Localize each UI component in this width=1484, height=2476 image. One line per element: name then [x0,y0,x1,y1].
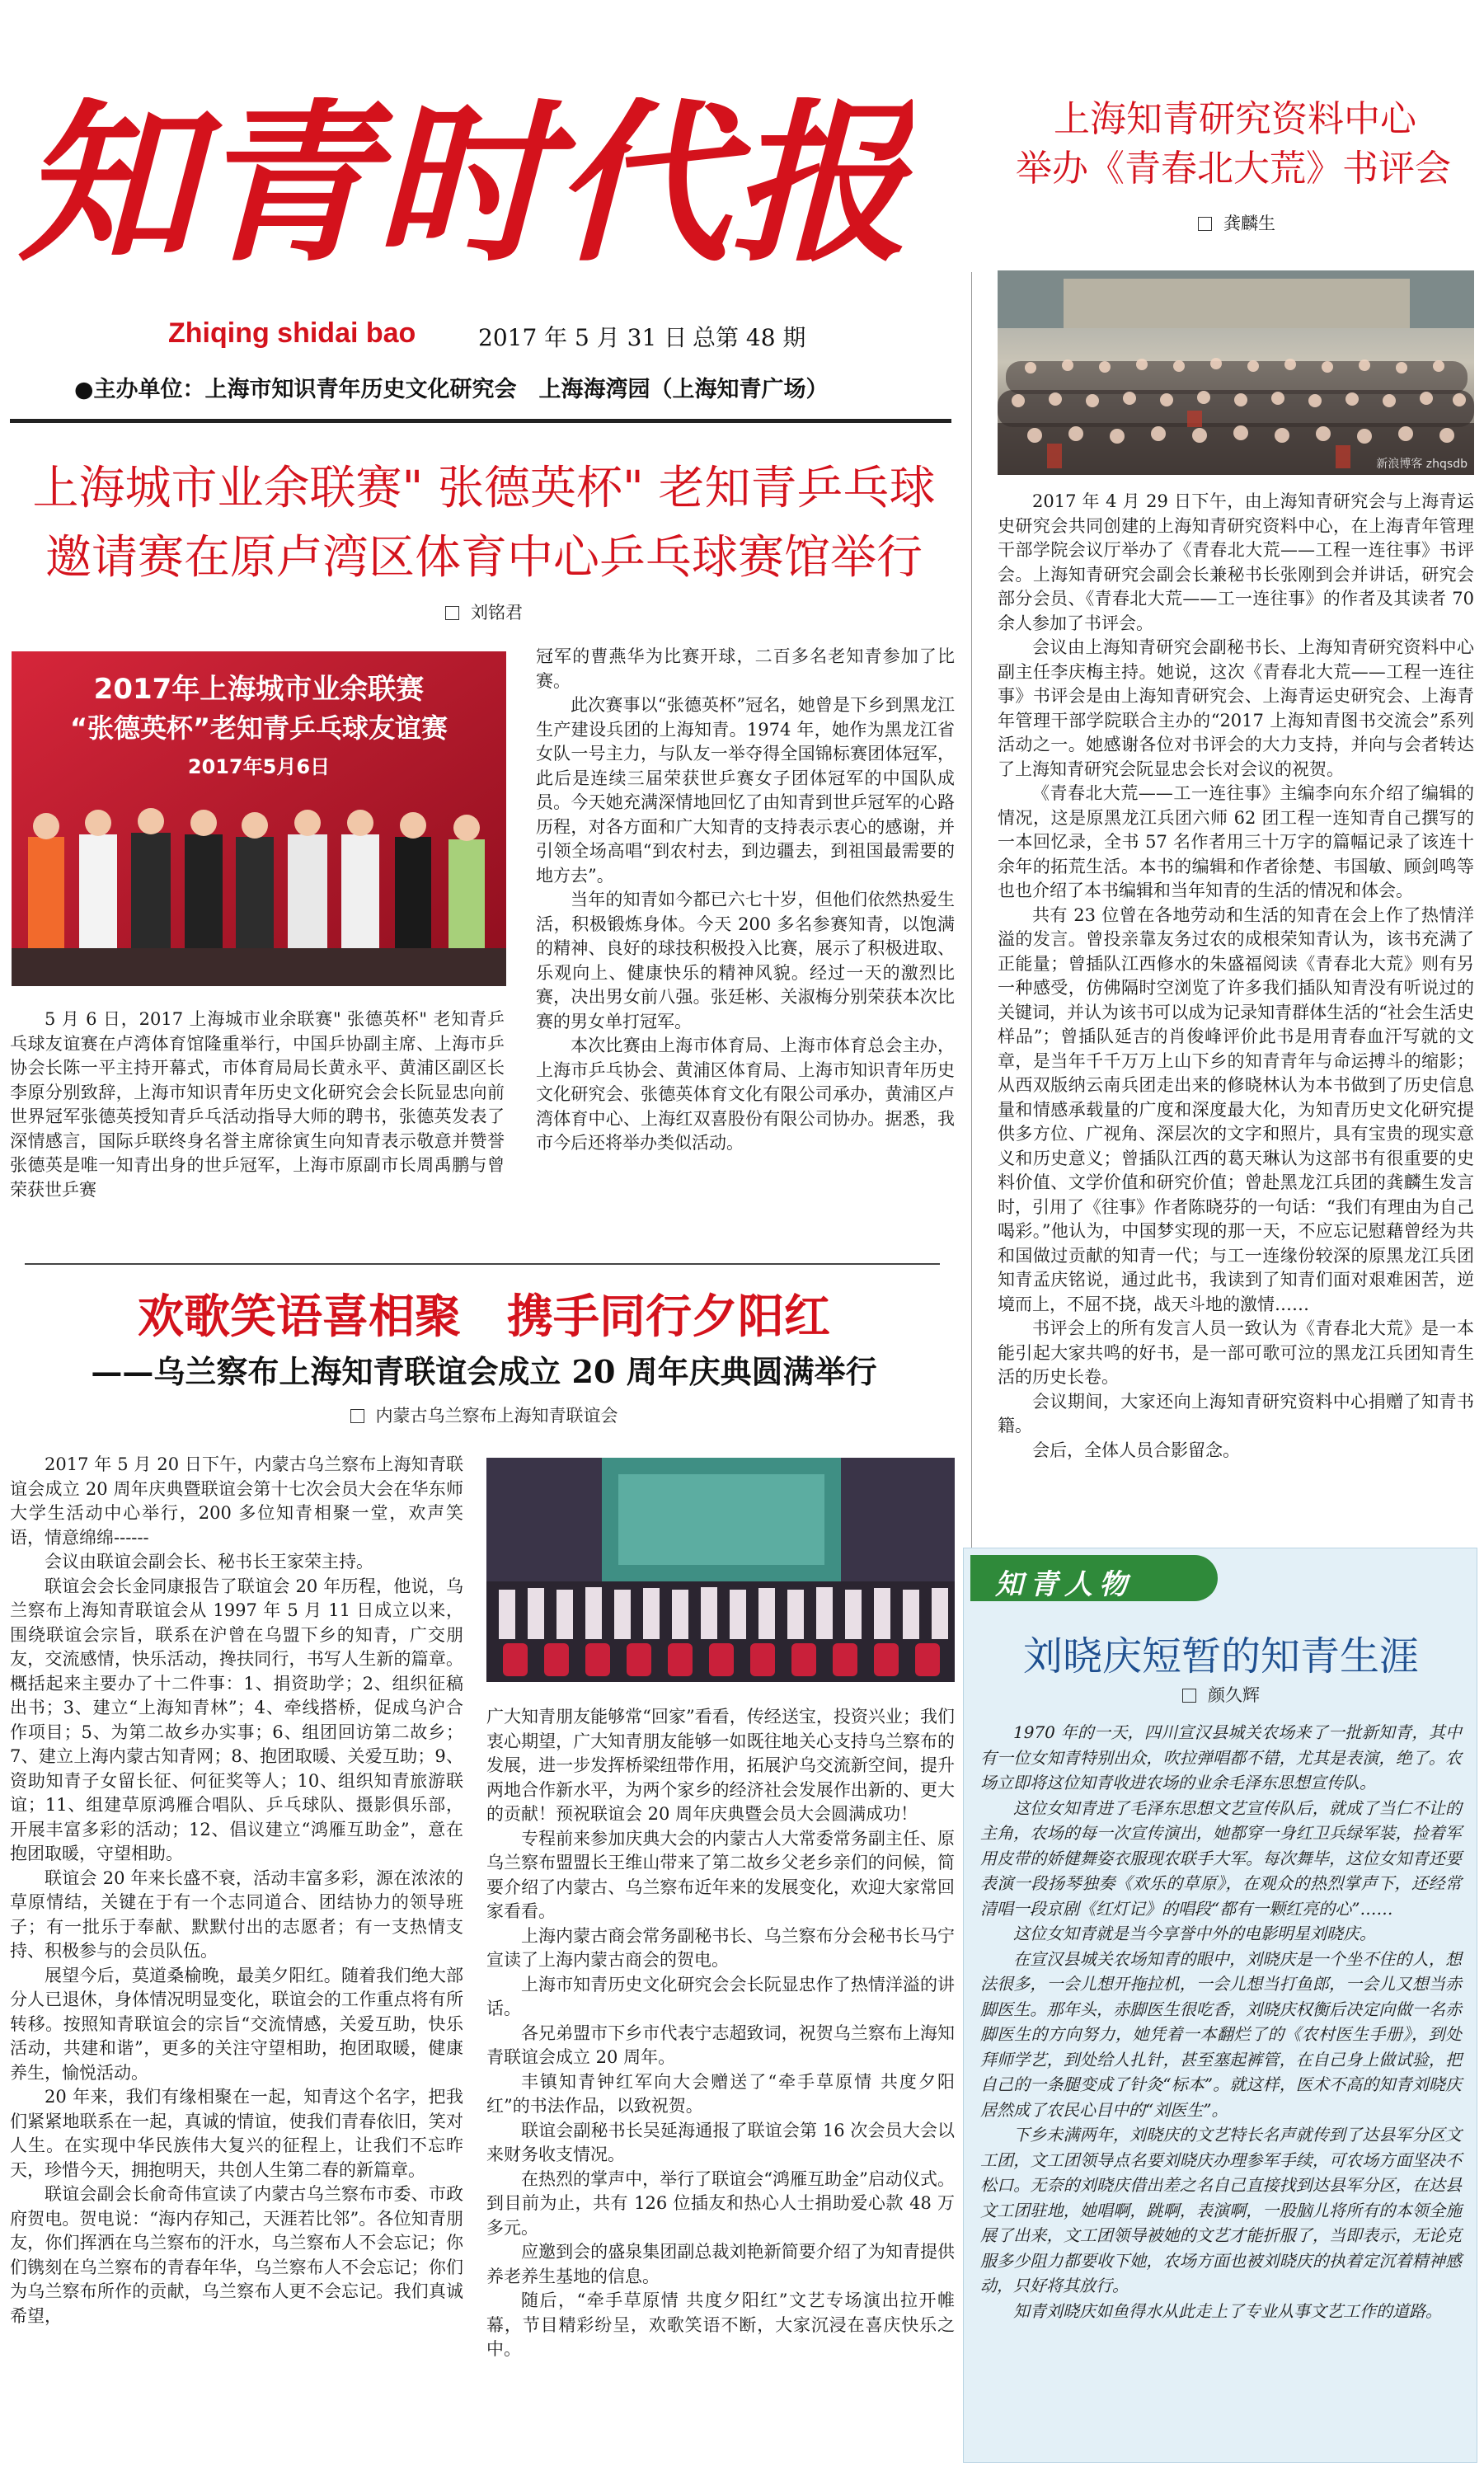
byline-box [350,1409,364,1423]
pingpong-paragraph: 冠军的曹燕华为比赛开球，二百多名老知青参加了比赛。 [536,646,955,691]
mongolia-paragraph: 联谊会副会长俞奇伟宣读了内蒙古乌兰察布市委、市政府贺电。贺电说：“海内存知己，天涯若比邻”。各位知青朋友，你们挥洒在乌兰察布的汗水，乌兰察布人不会忘记；你们镌刻在乌兰察布的青春年华，乌兰察布人不会忘记；你们为乌兰察布所作的贡献，乌兰察布人更不会忘记。我们真诚希望， [10,2184,463,2326]
mongolia-paragraph: 联谊会副秘书长吴延海通报了联谊会第 16 次会员大会以来财务收支情况。 [486,2120,955,2164]
mongolia-paragraph: 2017 年 5 月 20 日下午，内蒙古乌兰察布上海知青联谊会成立 20 周年庆典暨联谊会第十七次会员大会在华东师大学生活动中心举行，200 多位知青相聚一堂，欢声笑语，情意绵绵------ [10,1454,463,1548]
top-right-body [998,490,1474,1463]
mongolia-paragraph: 会议由联谊会副会长、秘书长王家荣主持。 [45,1552,373,1572]
pingpong-paragraph: 当年的知青如今都已六七十岁，但他们依然热爱生活，积极锻炼身体。今天 200 多名参赛知青，以饱满的精神、良好的球技积极投入比赛，展示了积极进取、乐观向上、健康快乐的精神风貌。经过一天的激烈比赛，决出男女前八强。张廷彬、关淑梅分别荣获本次比赛的男女单打冠军。 [536,890,955,1031]
top-right-byline [998,210,1476,235]
byline-text: 刘铭君 [471,603,523,623]
pingpong-paragraph: 5 月 6 日，2017 上海城市业余联赛" 张德英杯" 老知青乒乓球友谊赛在卢湾体育馆隆重举行，中国乒协副主席、上海市乒协会长陈一平主持开幕式，市体育局局长黄永平、黄浦区副区长李原分别致辞，上海市知识青年历史文化研究会会长阮显忠向前世界冠军张德英授知青乒乓活动指导大师的聘书，张德英发表了深情感言，国际乒联终身名誉主席徐寅生向知青表示敬意并赞誉张德英是唯一知青出身的世乒冠军，上海市原副市长周禹鹏与曾荣获世乒赛 [10,1009,505,1200]
photo-watermark: 新浪博客 zhqsdb [1376,458,1468,471]
top-right-paragraph: 会议期间，大家还向上海知青研究资料中心捐赠了知青书籍。 [998,1391,1474,1435]
pingpong-paragraph: 本次比赛由上海市体育局、上海市体育总会主办，上海市乒乓协会、黄浦区体育局、上海市知识青年历史文化研究会、张德英体育文化有限公司承办，黄浦区卢湾体育中心、上海红双喜股份有限公司协办。据悉，我市今后还将举办类似活动。 [536,1036,955,1153]
profile-paragraph: 1970 年的一天，四川宣汉县城关农场来了一批新知青，其中有一位女知青特别出众，吹拉弹唱都不错，尤其是表演，绝了。农场立即将这位知青收进农场的业余毛泽东思想宣传队。 [980,1722,1462,1792]
mongolia-paragraph: 联谊会会长金同康报告了联谊会 20 年历程，他说，乌兰察布上海知青联谊会从 1997 年 5 月 11 日成立以来，围绕联谊会宗旨，联系在沪曾在乌盟下乡的知青，广交朋友，交流感情，快乐活动，搀扶同行，书写人生新的篇章。概括起来主要办了十二件事：1、捐资助学；2、组织征稿出书；3、建立“上海知青林”；4、牵线搭桥，促成乌沪合作项目；5、为第二故乡办实事；6、组团回访第二故乡；7、建立上海内蒙古知青网；8、抱团取暖、关爱互助；9、资助知青子女留长征、何征奖等人；10、组织知青旅游联谊；11、组建草原鸿雁合唱队、乒乓球队、摄影俱乐部，开展丰富多彩的活动；12、倡议建立“鸿雁互助金”，意在抱团取暖，守望相助。 [10,1576,463,1863]
mongolia-paragraph: 丰镇知青钟红军向大会赠送了“牵手草原情 共度夕阳红”的书法作品，以致祝贺。 [486,2071,955,2116]
byline-text: 颜久辉 [1208,1685,1260,1705]
mongolia-paragraph: 随后，“牵手草原情 共度夕阳红”文艺专场演出拉开帷幕，节目精彩纷呈，欢歌笑语不断，大家沉浸在喜庆快乐之中。 [486,2290,955,2359]
mongolia-headline-1: 欢歌笑语喜相聚 携手同行夕阳红 [138,1290,830,1344]
byline-text: 龚麟生 [1223,214,1275,233]
masthead-calligraphy [18,97,913,279]
masthead-title [18,97,913,279]
pingpong-banner-line-2: “张德英杯”老知青乒乓球友谊赛 [69,712,448,744]
top-right-paragraph: 会议由上海知青研究会副秘书长、上海知青研究资料中心副主任李庆梅主持。她说，这次《青春北大荒——工程一连往事》书评会是由上海知青研究会、上海青运史研究会、上海青年管理干部学院联合主办的“2017 上海知青图书交流会”系列活动之一。她感谢各位对书评会的大力支持，并向与会者转达了上海知青研究会阮显忠会长对会议的祝贺。 [998,637,1474,779]
profile-paragraph: 知青刘晓庆如鱼得水从此走上了专业从事文艺工作的道路。 [1013,2300,1442,2321]
pingpong-body-left [10,1008,505,1202]
pingpong-headline-2: 邀请赛在原卢湾区体育中心乒乓球赛馆举行 [45,531,923,585]
top-right-paragraph: 书评会上的所有发言人员一致认为《青春北大荒》是一本能引起大家共鸣的好书，是一部可歌可泣的黑龙江兵团知青生活的历史长卷。 [998,1318,1474,1387]
profile-paragraph: 下乡未满两年，刘晓庆的文艺特长名声就传到了达县军分区文工团，文工团领导点名要刘晓庆办理参军手续，可农场方面坚决不松口。无奈的刘晓庆借出差之名自己直接找到达县军分区，在达县文工团驻地，她唱啊，跳啊，表演啊，一股脑儿将所有的本领全施展了出来，文工团领导被她的文艺才能折服了，当即表示，无论克服多少阻力都要收下她，农场方面也被刘晓庆的执着定沉着精神感动，只好将其放行。 [980,2125,1462,2295]
pingpong-photo [12,651,506,986]
mongolia-paragraph: 应邀到会的盛泉集团副总裁刘艳新简要介绍了为知青提供养老养生基地的信息。 [486,2242,955,2286]
mongolia-body-left [10,1453,463,2328]
masthead-date: 2017 年 5 月 31 日 [478,324,688,351]
group-photo-drawing [998,270,1474,475]
byline-box [1182,1689,1196,1703]
mongolia-byline [10,1402,958,1427]
mongolia-paragraph: 20 年来，我们有缘相聚在一起，知青这个名字，把我们紧紧地联系在一起，真诚的情谊，使我们青春依旧，笑对人生。在实现中华民族伟大复兴的征程上，让我们不忘昨天，珍惜今天，拥抱明天，共创人生第二春的新篇章。 [10,2087,463,2180]
pingpong-banner-date: 2017年5月6日 [187,755,331,778]
pingpong-byline [10,599,958,624]
mongolia-paragraph: 上海内蒙古商会常务副秘书长、乌兰察布分会秘书长马宁宣读了上海内蒙古商会的贺电。 [486,1925,955,1970]
profile-paragraph: 在宣汉县城关农场知青的眼中，刘晓庆是一个坐不住的人，想法很多，一会儿想开拖拉机，一会儿想当打鱼郎，一会儿又想当赤脚医生。那年头，赤脚医生很吃香，刘晓庆权衡后决定向做一名赤脚医生的方向努力，她凭着一本翻烂了的《农村医生手册》，到处拜师学艺，到处给人扎针，甚至塞起裤管，在自己身上做试验，把自己的一条腿变成了针灸“标本”。就这样，医术不高的知青刘晓庆居然成了农民心目中的“刘医生”。 [980,1948,1462,2120]
mongolia-paragraph: 展望今后，莫道桑榆晚，最美夕阳红。随着我们绝大部分人已退休，身体情况明显变化，联谊会的工作重点将有所转移。按照知青联谊会的宗旨“交流情感，关爱互助，快乐活动，共建和谐”，更多的关注守望相助，抱团取暖，健康养生，愉悦活动。 [10,1965,463,2083]
top-right-paragraph: 2017 年 4 月 29 日下午，由上海知青研究会与上海青运史研究会共同创建的上海知青研究资料中心，在上海青年管理干部学院会议厅举办了《青春北大荒——工程一连往事》书评会。上海知青研究会副会长兼秘书长张刚到会并讲话，研究会部分会员、《青春北大荒——工一连往事》的作者及其读者 70 余人参加了书评会。 [998,491,1474,633]
mongolia-paragraph: 联谊会 20 年来长盛不衰，活动丰富多彩，源在浓浓的草原情结，关键在于有一个志同道合、团结协力的领导班子；有一批乐于奉献、默默付出的志愿者；有一支热情支持、积极参与的会员队伍。 [10,1868,463,1961]
top-right-headline-1: 上海知青研究资料中心 [1054,98,1416,140]
pingpong-banner-line-1: 2017年上海城市业余联赛 [93,673,425,706]
pingpong-paragraph: 此次赛事以“张德英杯”冠名，她曾是下乡到黑龙江生产建设兵团的上海知青。1974 年，她作为黑龙江省女队一号主力，与队友一举夺得全国锦标赛团体冠军，此后是连续三届荣获世乒赛女子团体冠军的中国队成员。今天她充满深情地回忆了由知青到世乒冠军的心路历程，对各方面和广大知青的支持表示衷心的感谢，并引领全场高唱“到农村去，到边疆去，到祖国最需要的地方去”。 [536,695,955,886]
top-right-headline-2: 举办《青春北大荒》书评会 [1016,148,1451,190]
top-right-paragraph: 会后，全体人员合影留念。 [1032,1440,1240,1460]
mongolia-paragraph: 各兄弟盟市下乡市代表宁志超致词，祝贺乌兰察布上海知青联谊会成立 20 周年。 [486,2023,955,2067]
mongolia-paragraph: 广大知青朋友能够常“回家”看看，传经送宝，投资兴业；我们衷心期望，广大知青朋友能够一如既往地关心支持乌兰察布的发展，进一步发挥桥梁纽带作用，拓展沪乌交流新空间，提升两地合作新水平，为两个家乡的经济社会发展作出新的、更大的贡献！预祝联谊会 20 周年庆典暨会员大会圆满成功！ [486,1707,955,1824]
profile-paragraph: 这位女知青进了毛泽东思想文艺宣传队后，就成了当仁不让的主角，农场的每一次宣传演出，她都穿一身红卫兵绿军装，捡着军用皮带的娇健舞姿衣服现农联手大军。每次舞毕，这位女知青还要表演一段扬琴独奏《欢乐的草原》，在观众的热烈掌声下，还经常清唱一段京剧《红灯记》的唱段“都有一颗红亮的心”…… [980,1797,1462,1919]
mongolia-photo-drawing [486,1458,955,1682]
top-right-paragraph: 共有 23 位曾在各地劳动和生活的知青在会上作了热情洋溢的发言。曾投亲靠友务过农的成根荣知青认为，该书充满了正能量；曾插队江西修水的朱盛福阅读《青春北大荒》则有另一种感受，仿佛隔时空浏览了许多我们插队知青没有听说过的关键词，并认为该书可以成为记录知青群体生活的“社会生活史样品”；曾插队延吉的肖俊峰评价此书是用青春血汗写就的文章，是当年千千万万上山下乡的知青青年与命运搏斗的缩影；从西双版纳云南兵团走出来的修晓林认为本书做到了历史信息量和情感承载量的广度和深度最大化，为知青历史文化研究提供多方位、广视角、深层次的文字和照片，具有宝贵的现实意义和历史意义；曾插队江西的葛天琳认为这部书有很重要的史料价值、文学价值和研究价值；曾赴黑龙江兵团的龚麟生发言时，引用了《往事》作者陈晓芬的一句话：“我们有理由为自己喝彩。”他认为，中国梦实现的那一天，不应忘记慰藉曾经为共和国做过贡献的知青一代；与工一连缘份较深的原黑龙江兵团知青孟庆铭说，通过此书，我读到了知青们面对艰难困苦，逆境而上，不屈不挠，战天斗地的激情…… [998,904,1474,1314]
byline-box [445,606,459,620]
masthead-issue: 总第 48 期 [693,324,806,351]
profile-byline [964,1682,1478,1707]
mongolia-paragraph: 在热烈的掌声中，举行了联谊会“鸿雁互助金”启动仪式。到目前为止，共有 126 位插友和热心人士捐助爱心款 48 万多元。 [486,2168,955,2238]
group-photo [998,270,1474,475]
pingpong-headline-1: 上海城市业余联赛" 张德英杯" 老知青乒乓球 [32,462,936,515]
profile-box [963,1548,1477,2463]
masthead-pinyin: Zhiqing shidai bao [168,317,416,349]
mongolia-paragraph: 专程前来参加庆典大会的内蒙古人大常委常务副主任、原乌兰察布盟盟长王维山带来了第二故乡父老乡亲们的问候，简要介绍了内蒙古、乌兰察布近年来的发展变化，欢迎大家常回家看看。 [486,1828,955,1921]
byline-box [1198,217,1212,231]
section-divider [25,1263,940,1265]
profile-headline: 刘晓庆短暂的知青生涯 [1022,1633,1419,1680]
profile-paragraph: 这位女知青就是当今享誉中外的电影明星刘晓庆。 [1013,1924,1376,1943]
byline-text: 内蒙古乌兰察布上海知青联谊会 [375,1406,618,1426]
profile-section-label: 知青人物 [995,1568,1134,1601]
mongolia-body-right [486,1705,955,2362]
mongolia-photo [486,1458,955,1682]
mongolia-paragraph: 上海市知青历史文化研究会会长阮显忠作了热情洋溢的讲话。 [486,1974,955,2018]
masthead-title-text: 知青时代报 [18,97,913,279]
masthead-divider [10,419,951,423]
pingpong-body-right [536,645,955,1156]
profile-body [980,1720,1462,2323]
profile-section-tab [970,1555,1218,1601]
mongolia-headline-2: ——乌兰察布上海知青联谊会成立 20 周年庆典圆满举行 [91,1353,877,1390]
top-right-paragraph: 《青春北大荒——工一连往事》主编李向东介绍了编辑的情况，这是原黑龙江兵团六师 62 团工程一连知青自己撰写的一本回忆录，全书 57 名作者用三十万字的篇幅记录了该连十余年的拓荒生活。本书的编辑和作者徐楚、韦国敏、顾剑鸣等也也介绍了本书编辑和当年知青的生活的情况和体会。 [998,783,1474,900]
masthead-sponsors: ●主办单位：上海市知识青年历史文化研究会 上海海湾园（上海知青广场） [74,377,829,402]
